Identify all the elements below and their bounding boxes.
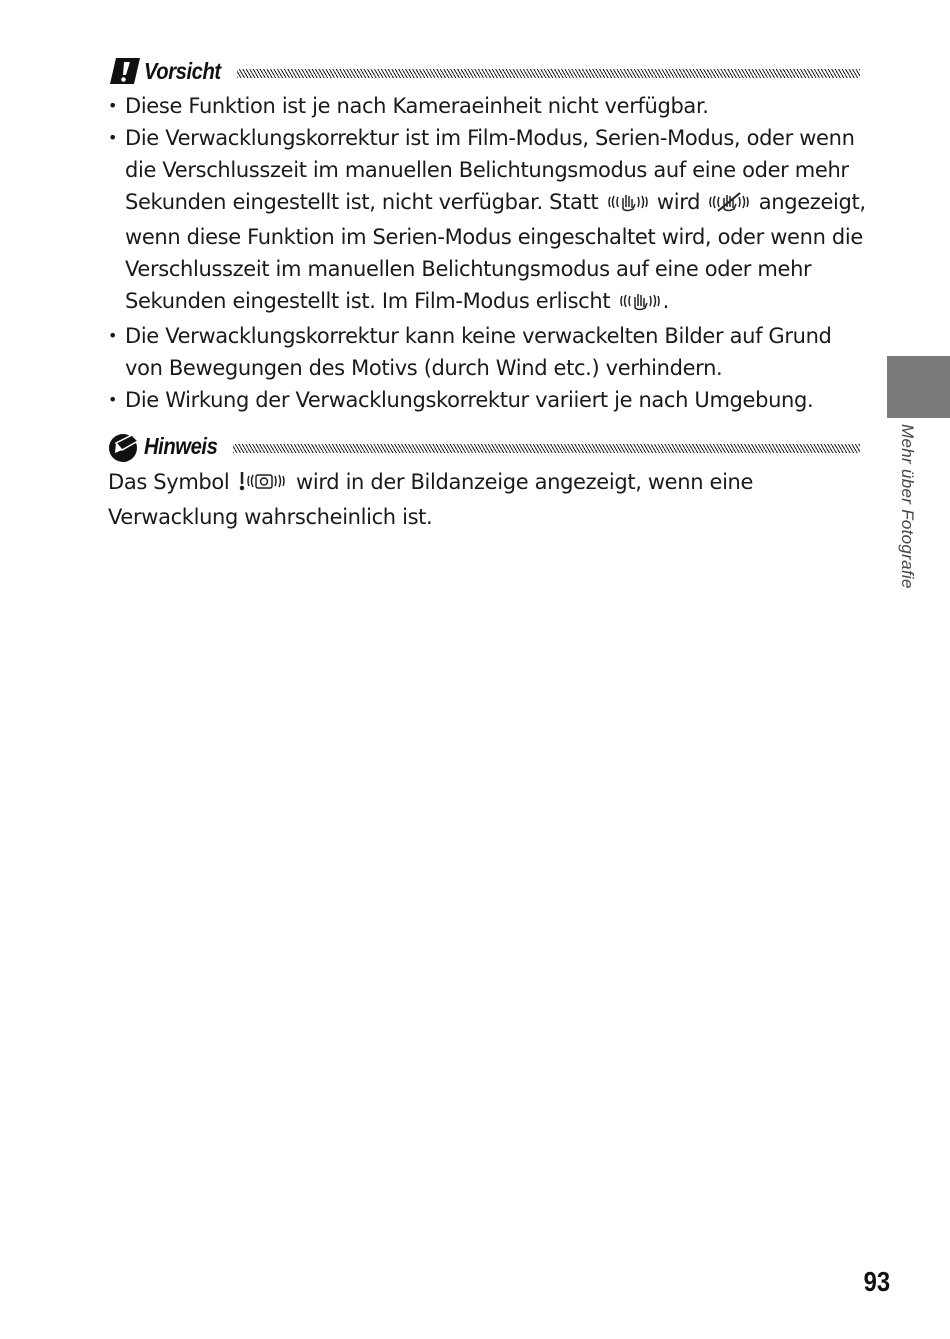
note-title: Hinweis xyxy=(144,432,218,459)
note-rule xyxy=(233,444,860,453)
blur-warning-icon xyxy=(238,469,288,501)
page-number: 93 xyxy=(863,1266,890,1297)
dual-is-off-icon xyxy=(708,189,750,221)
caution-list xyxy=(108,90,868,416)
note-text xyxy=(108,466,768,533)
caution-item: • Die Verwacklungskorrektur kann keine verwackelten Bilder auf Grund von Bewegungen des Motivs (durch Wind etc.) verhindern. xyxy=(108,320,868,384)
caution-header xyxy=(108,56,860,86)
note-text-part: Das Symbol xyxy=(108,470,230,494)
dual-is-icon xyxy=(619,288,661,320)
caution-item: • Die Wirkung der Verwacklungskorrektur variiert je nach Umgebung. xyxy=(108,384,868,416)
caution-title: Vorsicht xyxy=(144,57,221,84)
chapter-label: Mehr über Fotografie xyxy=(898,424,917,589)
caution-item-text: . xyxy=(662,289,669,313)
note-text-part: wird in der Bildanzeige angezeigt, wenn eine Verwacklung wahrscheinlich ist. xyxy=(108,470,754,529)
dual-is-icon xyxy=(607,189,649,221)
caution-item-text: angezeigt, wenn diese Funktion im Serien-Modus eingeschaltet wird, oder wenn die Verschlusszeit im manuellen Belichtungsmodus auf eine oder mehr Sekunden eingestellt ist. Im Film-Modus erlischt xyxy=(125,190,866,313)
chapter-tab xyxy=(887,356,950,418)
caution-icon xyxy=(108,56,144,86)
pencil-note-icon xyxy=(108,431,144,461)
note-header xyxy=(108,431,860,461)
caution-item xyxy=(108,122,868,320)
caution-list-block xyxy=(108,90,868,416)
caution-rule xyxy=(237,69,860,78)
caution-item-text: Die Verwacklungskorrektur ist im Film-Modus, Serien-Modus, oder wenn die Verschlusszeit im manuellen Belichtungsmodus auf eine oder mehr Sekunden eingestellt ist, nicht verfügbar. Statt xyxy=(125,126,855,214)
caution-item: • Diese Funktion ist je nach Kameraeinheit nicht verfügbar. xyxy=(108,90,868,122)
caution-item-text: wird xyxy=(656,190,701,214)
